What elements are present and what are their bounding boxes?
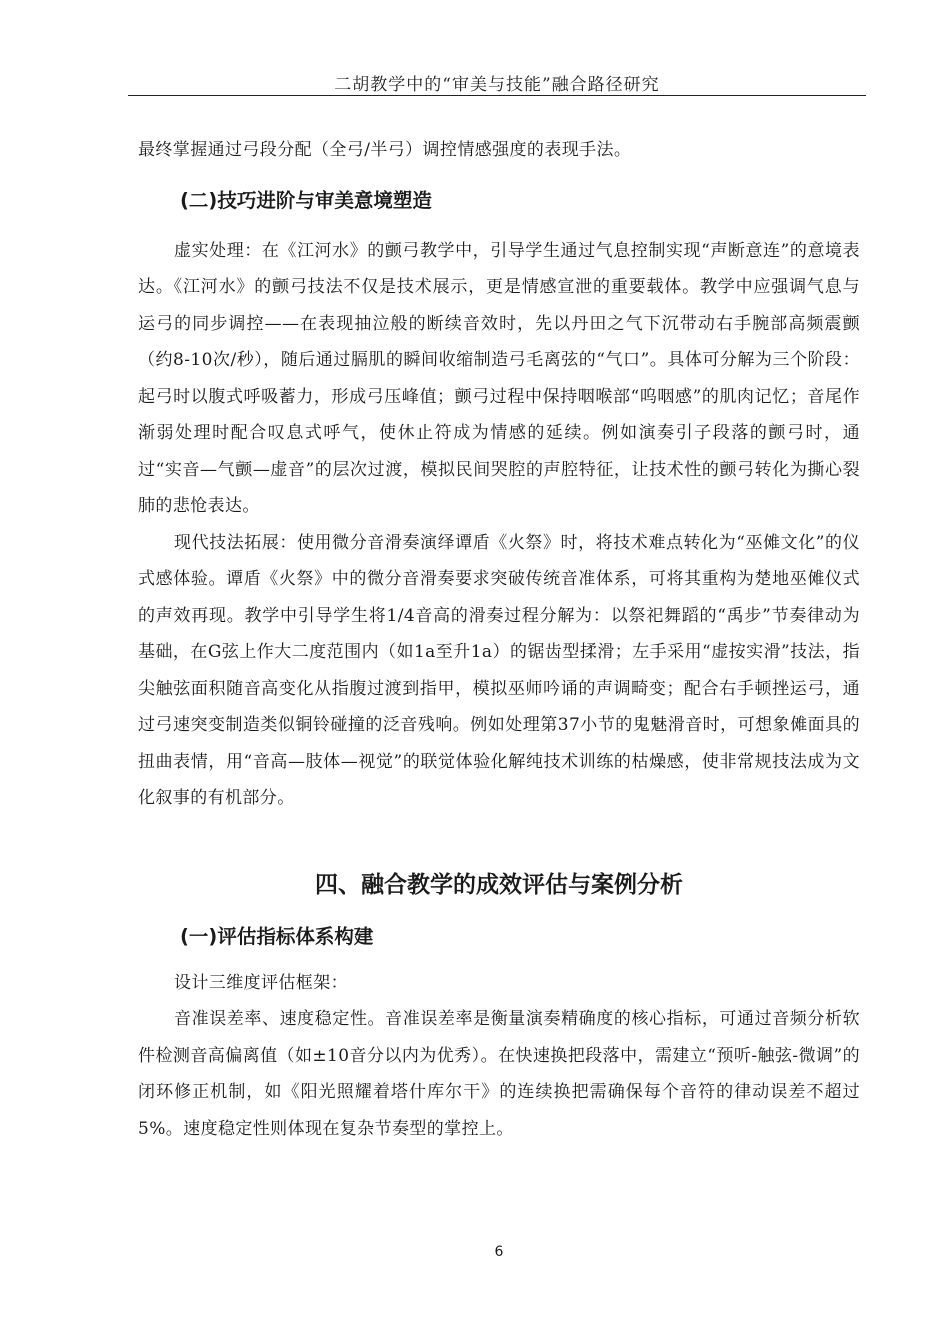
running-header: 二胡教学中的“审美与技能”融合路径研究 (334, 75, 660, 95)
page-body (138, 132, 860, 1147)
section-heading-2: (二)技巧进阶与审美意境塑造 (180, 188, 432, 212)
chapter-heading-4: 四、融合教学的成效评估与案例分析 (315, 871, 683, 898)
section-heading-4-1: (一)评估指标体系构建 (180, 924, 374, 948)
header-rule (128, 95, 866, 96)
paragraph-framework-intro: 设计三维度评估框架： (174, 972, 348, 993)
page-number: 6 (494, 1244, 504, 1260)
continuation-paragraph: 最终掌握通过弓段分配（全弓/半弓）调控情感强度的表现手法。 (138, 140, 632, 160)
paragraph-modern-technique: 现代技法拓展：使用微分音滑奏演绎谭盾《火祭》时，将技术难点转化为“巫傩文化”的仪式感体验。谭盾《火祭》中的微分音滑奏要求突破传统音准体系，可将其重构为楚地巫傩仪式的声效再现。教学中引导学生将1/4音高的滑奏过程分解为：以祭祀舞蹈的“禹步”节奏律动为基础，在G弦上作大二度范围内（如1a至升1a）的锯齿型揉滑；左手采用“虚按实滑”技法，指尖触弦面积随音高变化从指腹过渡到指甲，模拟巫师吟诵的声调畸变；配合右手顿挫运弓，通过弓速突变制造类似铜铃碰撞的泛音残响。例如处理第37小节的鬼魅滑音时，可想象傩面具的扭曲表情，用“音高—肢体—视觉”的联觉体验化解纯技术训练的枯燥感，使非常规技法成为文化叙事的有机部分。 (138, 532, 860, 808)
paragraph-virtual-real: 虚实处理：在《江河水》的颤弓教学中，引导学生通过气息控制实现“声断意连”的意境表达。《江河水》的颤弓技法不仅是技术展示，更是情感宣泄的重要载体。教学中应强调气息与运弓的同步调控——在表现抽泣般的断续音效时，先以丹田之气下沉带动右手腕部高频震颤（约8-10次/秒），随后通过膈肌的瞬间收缩制造弓毛离弦的“气口”。具体可分解为三个阶段：起弓时以腹式呼吸蓄力，形成弓压峰值；颤弓过程中保持咽喉部“呜咽感”的肌肉记忆；音尾作渐弱处理时配合叹息式呼气，使休止符成为情感的延续。例如演奏引子段落的颤弓时，通过“实音—气颤—虚音”的层次过渡，模拟民间哭腔的声腔特征，让技术性的颤弓转化为撕心裂肺的悲怆表达。 (138, 240, 860, 516)
paragraph-pitch-tempo: 音准误差率、速度稳定性。音准误差率是衡量演奏精确度的核心指标，可通过音频分析软件检测音高偏离值（如±10音分以内为优秀）。在快速换把段落中，需建立“预听-触弦-微调”的闭环修正机制，如《阳光照耀着塔什库尔干》的连续换把需确保每个音符的律动误差不超过5%。速度稳定性则体现在复杂节奏型的掌控上。 (138, 1009, 860, 1139)
